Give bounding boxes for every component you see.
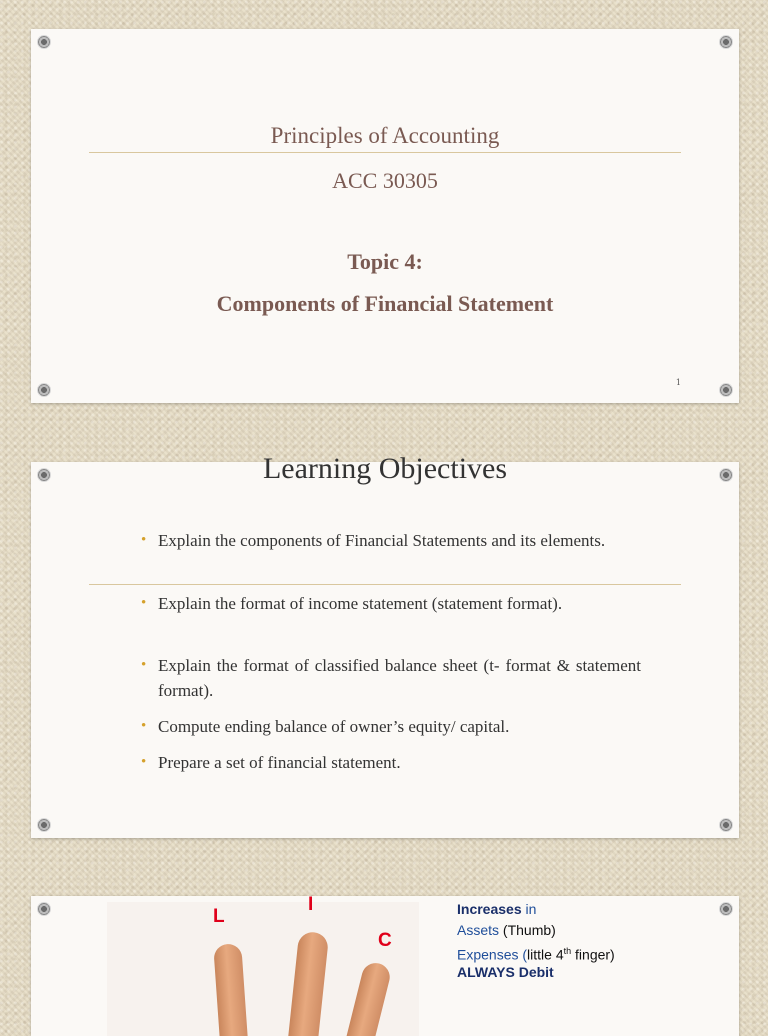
course-title: Principles of Accounting [270,123,500,148]
bullet-icon: • [141,718,147,734]
finger-i [287,931,329,1036]
debit-rule-slide [31,896,739,1036]
paren-text: ( [518,946,528,963]
expenses-text: Expenses [457,946,519,963]
finger-l [213,943,249,1036]
list-item [141,714,641,739]
pin-icon [37,35,51,49]
bullet-icon: • [141,754,147,770]
objectives-slide [31,452,739,838]
pin-icon [37,383,51,397]
course-code: ACC 30305 [332,168,438,193]
objective-text: Explain the format of income statement (statement format). [158,594,563,613]
topic-label: Topic 4: [347,249,423,274]
finger-text: finger) [571,946,615,963]
objective-text: Explain the format of classified balance sheet (t- format & statement format). [158,656,641,700]
thumb-text: (Thumb) [499,922,556,938]
objective-text: Prepare a set of financial statement. [158,753,401,772]
list-item [141,528,641,553]
assets-line [457,920,556,941]
always-debit-line [457,962,554,983]
pin-icon [719,383,733,397]
finger-c [341,960,392,1036]
finger-label-i: I [308,894,314,915]
increases-line [457,899,536,920]
finger-label-l: L [213,906,225,927]
superscript-th: th [563,946,572,956]
objective-text: Compute ending balance of owner’s equity/ capital. [158,717,510,736]
bullet-icon: • [141,657,147,673]
in-text: in [521,901,537,917]
pin-icon [37,818,51,832]
list-item [141,653,641,703]
pin-icon [719,818,733,832]
bullet-icon: • [141,532,147,548]
always-debit-text: ALWAYS Debit [457,964,554,980]
divider [89,152,681,153]
finger-label-c: C [378,930,392,951]
objective-text: Explain the components of Financial Statements and its elements. [158,531,606,550]
little-text: little 4 [527,946,564,963]
slide-number: 1 [675,378,681,387]
title-slide [31,29,739,403]
pin-icon [719,902,733,916]
increases-text: Increases [457,901,522,917]
slide-heading: Learning Objectives [262,452,508,485]
list-item [141,591,641,616]
divider [89,584,681,585]
assets-text: Assets [457,922,500,938]
hand-image [107,902,419,1036]
pin-icon [37,902,51,916]
list-item [141,750,641,775]
pin-icon [719,35,733,49]
topic-title: Components of Financial Statement [216,291,554,316]
bullet-icon: • [141,595,147,611]
